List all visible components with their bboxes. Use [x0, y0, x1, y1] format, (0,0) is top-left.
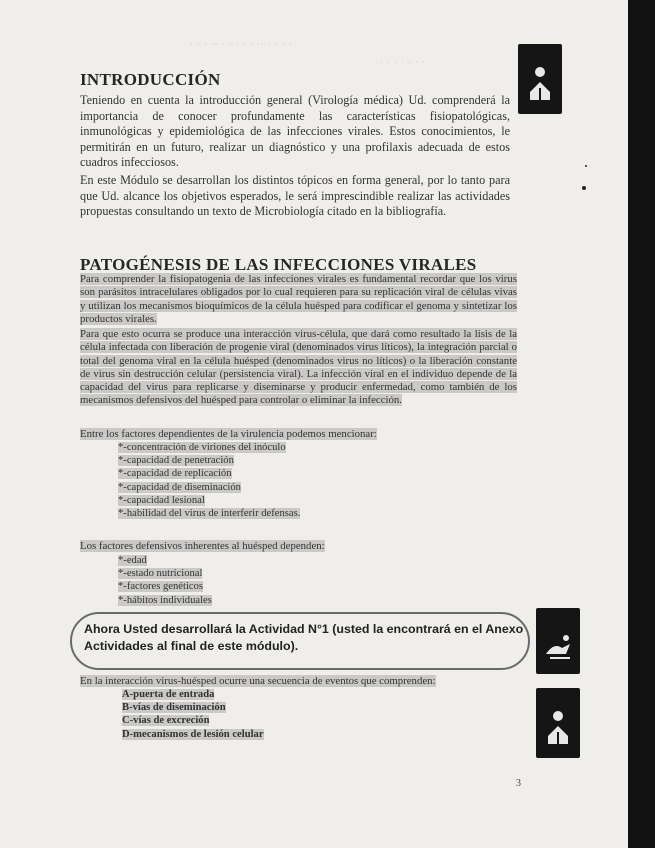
patogenesis-paragraph-1	[80, 273, 517, 326]
list-item	[118, 594, 212, 607]
patogenesis-title: PATOGÉNESIS DE LAS INFECCIONES VIRALES	[80, 255, 477, 274]
list-item	[122, 688, 264, 701]
list-item-text: B-vías de diseminación	[122, 702, 226, 714]
list-item	[118, 554, 212, 567]
highlighted-text: En la interacción virus-huésped ocurre una secuencia de eventos que comprenden:	[80, 675, 436, 687]
highlighted-text: Para comprender la fisiopatogenia de las infecciones virales es fundamental recordar que los virus son parásitos intracelulares obligados por lo cual requieren para su replicación viral de células vivas y utilizan los mecanismos bioquímicos de la célula huésped para codificar el genoma y sintetizar los productos virales.	[80, 273, 517, 325]
list-item	[122, 714, 264, 727]
list-item	[118, 481, 300, 494]
reading-person-icon	[536, 688, 580, 758]
highlighted-text: Los factores defensivos inherentes al huésped dependen:	[80, 540, 325, 552]
interaction-stages-list	[122, 688, 264, 741]
list-item-text: *-edad	[118, 555, 147, 566]
list-item	[118, 467, 300, 480]
list-item-text: *-capacidad de diseminación	[118, 481, 241, 493]
page-number: 3	[516, 778, 521, 789]
list-item	[118, 580, 212, 593]
activity-callout-text: Ahora Usted desarrollará la Actividad N°1 (usted la encontrará en el Anexo Actividades al final de este módulo).	[84, 622, 524, 653]
scan-speck	[585, 165, 587, 167]
introduccion-title: INTRODUCCIÓN	[80, 70, 221, 89]
list-item-text: *-concentración de viriones del inóculo	[118, 442, 286, 453]
list-item-text: *-estado nutricional	[118, 568, 203, 580]
factors-intro	[80, 428, 377, 440]
list-item	[118, 507, 300, 520]
list-item	[122, 728, 264, 741]
host-factors-intro	[80, 540, 325, 552]
patogenesis-paragraph-2	[80, 328, 517, 408]
list-item-text: *-capacidad de penetración	[118, 455, 234, 467]
list-item	[118, 567, 212, 580]
interaction-intro	[80, 675, 436, 687]
list-item-text: D-mecanismos de lesión celular	[122, 728, 264, 740]
list-item	[118, 454, 300, 467]
list-item-text: *-habilidad del virus de interferir defensas.	[118, 508, 301, 520]
highlighted-text: Para que esto ocurra se produce una interacción virus-célula, que dará como resultado la lisis de la célula infectada con liberación de progenie viral (denominados virus líticos), la integración parcial o total del genoma viral en la célula huésped (denominados virus no líticos) o la liberación constante de virus sin destrucción celular (persistencia viral). La infección viral en el individuo depende de la capacidad del virus para replicarse y diseminarse y producir enfermedad, como también de los mecanismos defensivos del huésped para controlar o eliminar la infección.	[80, 328, 517, 407]
bleed-through: · · · ·· · · · · · ·· · · · ·	[190, 40, 293, 49]
list-item	[118, 494, 300, 507]
list-item-text: *-factores genéticos	[118, 581, 204, 593]
list-item-text: A-puerta de entrada	[122, 689, 215, 700]
list-item	[122, 701, 264, 714]
reading-person-icon	[518, 44, 562, 114]
scan-dark-edge	[628, 0, 655, 848]
list-item	[118, 441, 300, 454]
introduccion-paragraph-1: Teniendo en cuenta la introducción general (Virología médica) Ud. comprenderá la importancia de conocer profundamente las características fisiopatológicas, inmunológicas y epidemiológica de las infecciones virales. Estos conocimientos, le permitirán en un futuro, realizar un diagnóstico y una profilaxis adecuada de estos cuadros infecciosos.	[80, 93, 510, 170]
list-item-text: *-capacidad lesional	[118, 494, 205, 506]
scan-speck	[582, 186, 586, 190]
virulence-factors-list	[118, 441, 300, 520]
list-item-text: C-vías de excreción	[122, 715, 210, 727]
introduccion-paragraph-2: En este Módulo se desarrollan los distintos tópicos en forma general, por lo tanto para que Ud. alcance los objetivos esperados, le será imprescindible realizar las actividades propuestas consultando un texto de Microbiología citado en la bibliografía.	[80, 173, 510, 219]
list-item-text: *-capacidad de replicación	[118, 468, 232, 480]
host-factors-list	[118, 554, 212, 607]
bleed-through: · · · · · · ·	[380, 58, 427, 67]
highlighted-text: Entre los factores dependientes de la virulencia podemos mencionar:	[80, 428, 377, 440]
list-item-text: *-hábitos individuales	[118, 594, 212, 606]
writing-hand-icon	[536, 608, 580, 674]
